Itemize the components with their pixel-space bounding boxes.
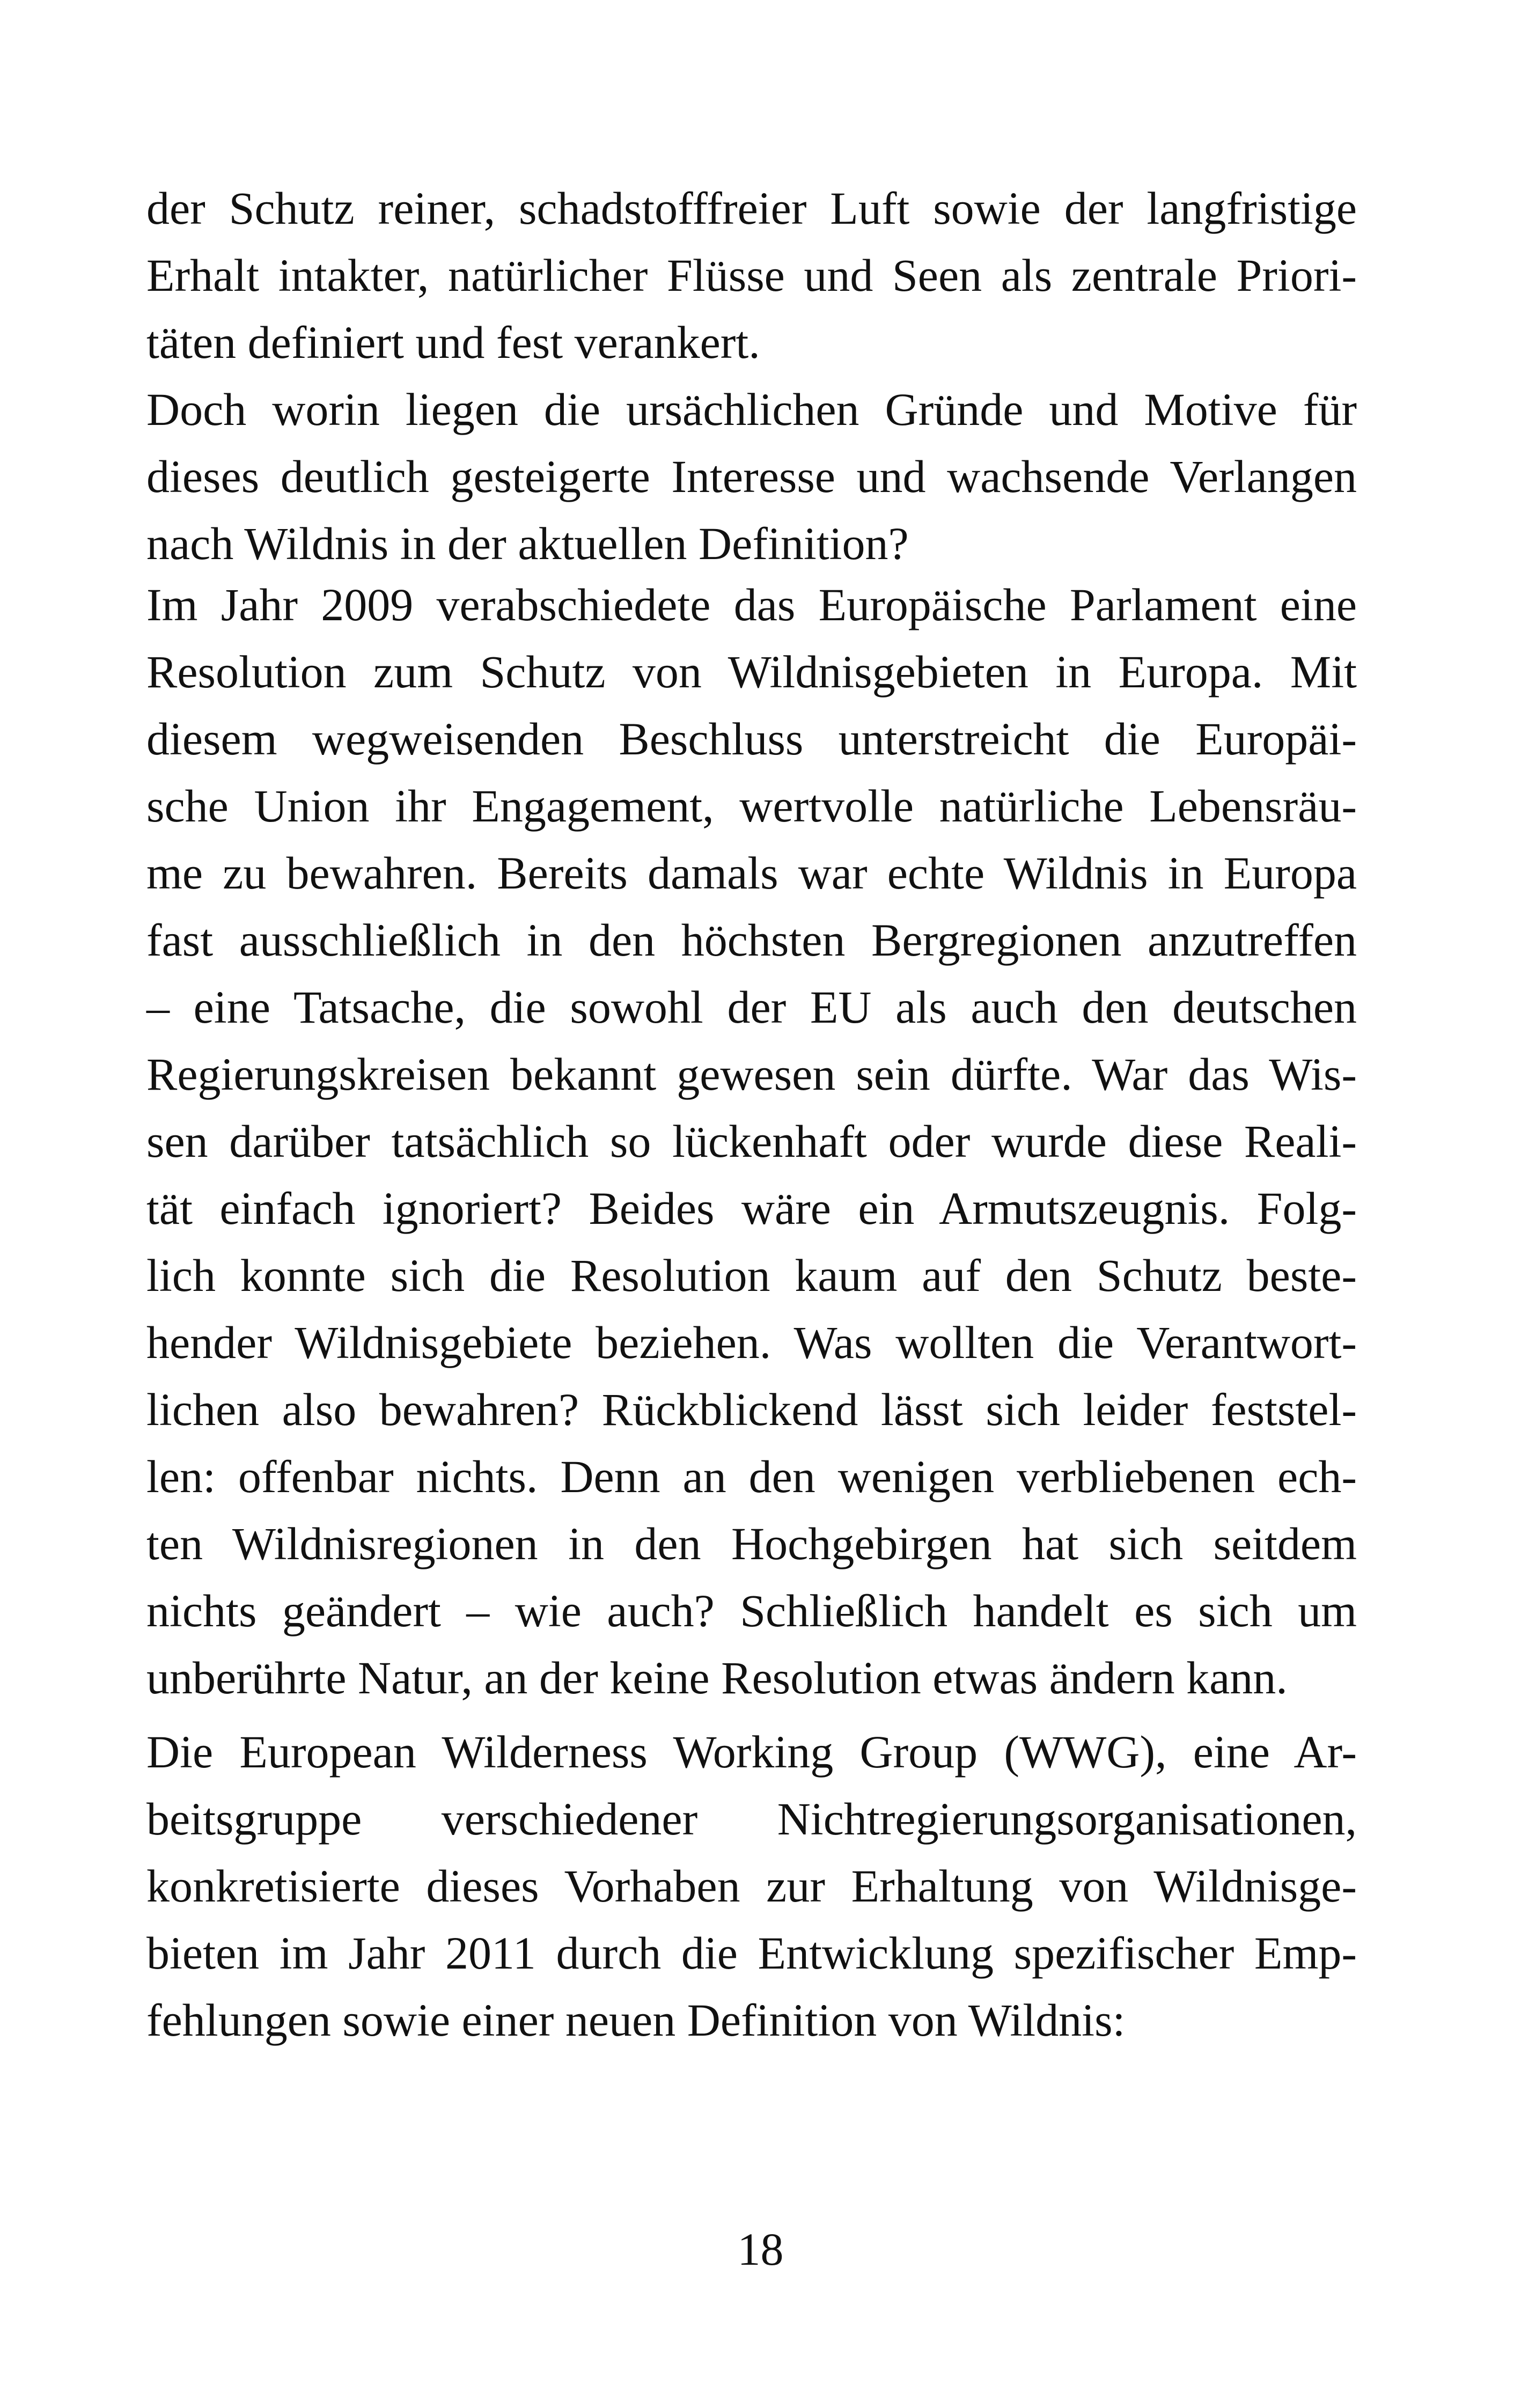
text-line: lichen also bewahren? Rückblickend lässt sich leider feststel- (146, 1384, 1357, 1435)
text-line: sche Union ihr Engagement, wertvolle natürliche Lebensräu- (146, 780, 1357, 832)
text-line: me zu bewahren. Bereits damals war echte Wildnis in Europa (146, 847, 1357, 899)
text-line: sen darüber tatsächlich so lückenhaft oder wurde diese Reali- (146, 1115, 1357, 1167)
text-line: fehlungen sowie einer neuen Definition von Wildnis: (146, 1994, 1126, 2046)
text-line: hender Wildnisgebiete beziehen. Was wollten die Verantwort- (146, 1317, 1357, 1368)
text-line: konkretisierte dieses Vorhaben zur Erhaltung von Wildnisge- (146, 1860, 1357, 1912)
text-line: Regierungskreisen bekannt gewesen sein dürfte. War das Wis- (146, 1048, 1357, 1100)
paragraph-3 (146, 1719, 1357, 2054)
text-line: täten definiert und fest verankert. (146, 317, 760, 368)
text-line: lich konnte sich die Resolution kaum auf den Schutz beste- (146, 1250, 1357, 1301)
text-line: len: offenbar nichts. Denn an den wenigen verbliebenen ech- (146, 1451, 1357, 1502)
text-line: Im Jahr 2009 verabschiedete das Europäische Parlament eine (146, 579, 1357, 630)
text-line: Resolution zum Schutz von Wildnisgebieten in Europa. Mit (146, 646, 1357, 698)
text-line: diesem wegweisenden Beschluss unterstreicht die Europäi- (146, 713, 1357, 765)
text-line: tät einfach ignoriert? Beides wäre ein Armutszeugnis. Folg- (146, 1183, 1357, 1234)
text-line: unberührte Natur, an der keine Resolution etwas ändern kann. (146, 1652, 1288, 1704)
paragraph-1 (146, 175, 1357, 577)
text-line: ten Wildnisregionen in den Hochgebirgen hat sich seitdem (146, 1518, 1357, 1569)
text-line: – eine Tatsache, die sowohl der EU als auch den deutschen (146, 981, 1357, 1033)
text-line: der Schutz reiner, schadstofffreier Luft sowie der langfristige (146, 182, 1357, 234)
text-line: Erhalt intakter, natürlicher Flüsse und Seen als zentrale Priori- (146, 249, 1357, 301)
text-line: beitsgruppe verschiedener Nichtregierungsorganisationen, (146, 1793, 1357, 1845)
paragraph-2 (146, 571, 1357, 1712)
text-line: nichts geändert – wie auch? Schließlich handelt es sich um (146, 1585, 1357, 1636)
page-number: 18 (737, 2223, 784, 2275)
text-line: bieten im Jahr 2011 durch die Entwicklung spezifischer Emp- (146, 1927, 1357, 1979)
text-line: dieses deutlich gesteigerte Interesse und wachsende Verlangen (146, 451, 1357, 502)
text-line: nach Wildnis in der aktuellen Definition? (146, 518, 909, 569)
text-line: Die European Wilderness Working Group (WWG), eine Ar- (146, 1726, 1357, 1778)
text-line: Doch worin liegen die ursächlichen Gründe und Motive für (146, 384, 1357, 435)
text-line: fast ausschließlich in den höchsten Bergregionen anzutreffen (146, 914, 1357, 966)
